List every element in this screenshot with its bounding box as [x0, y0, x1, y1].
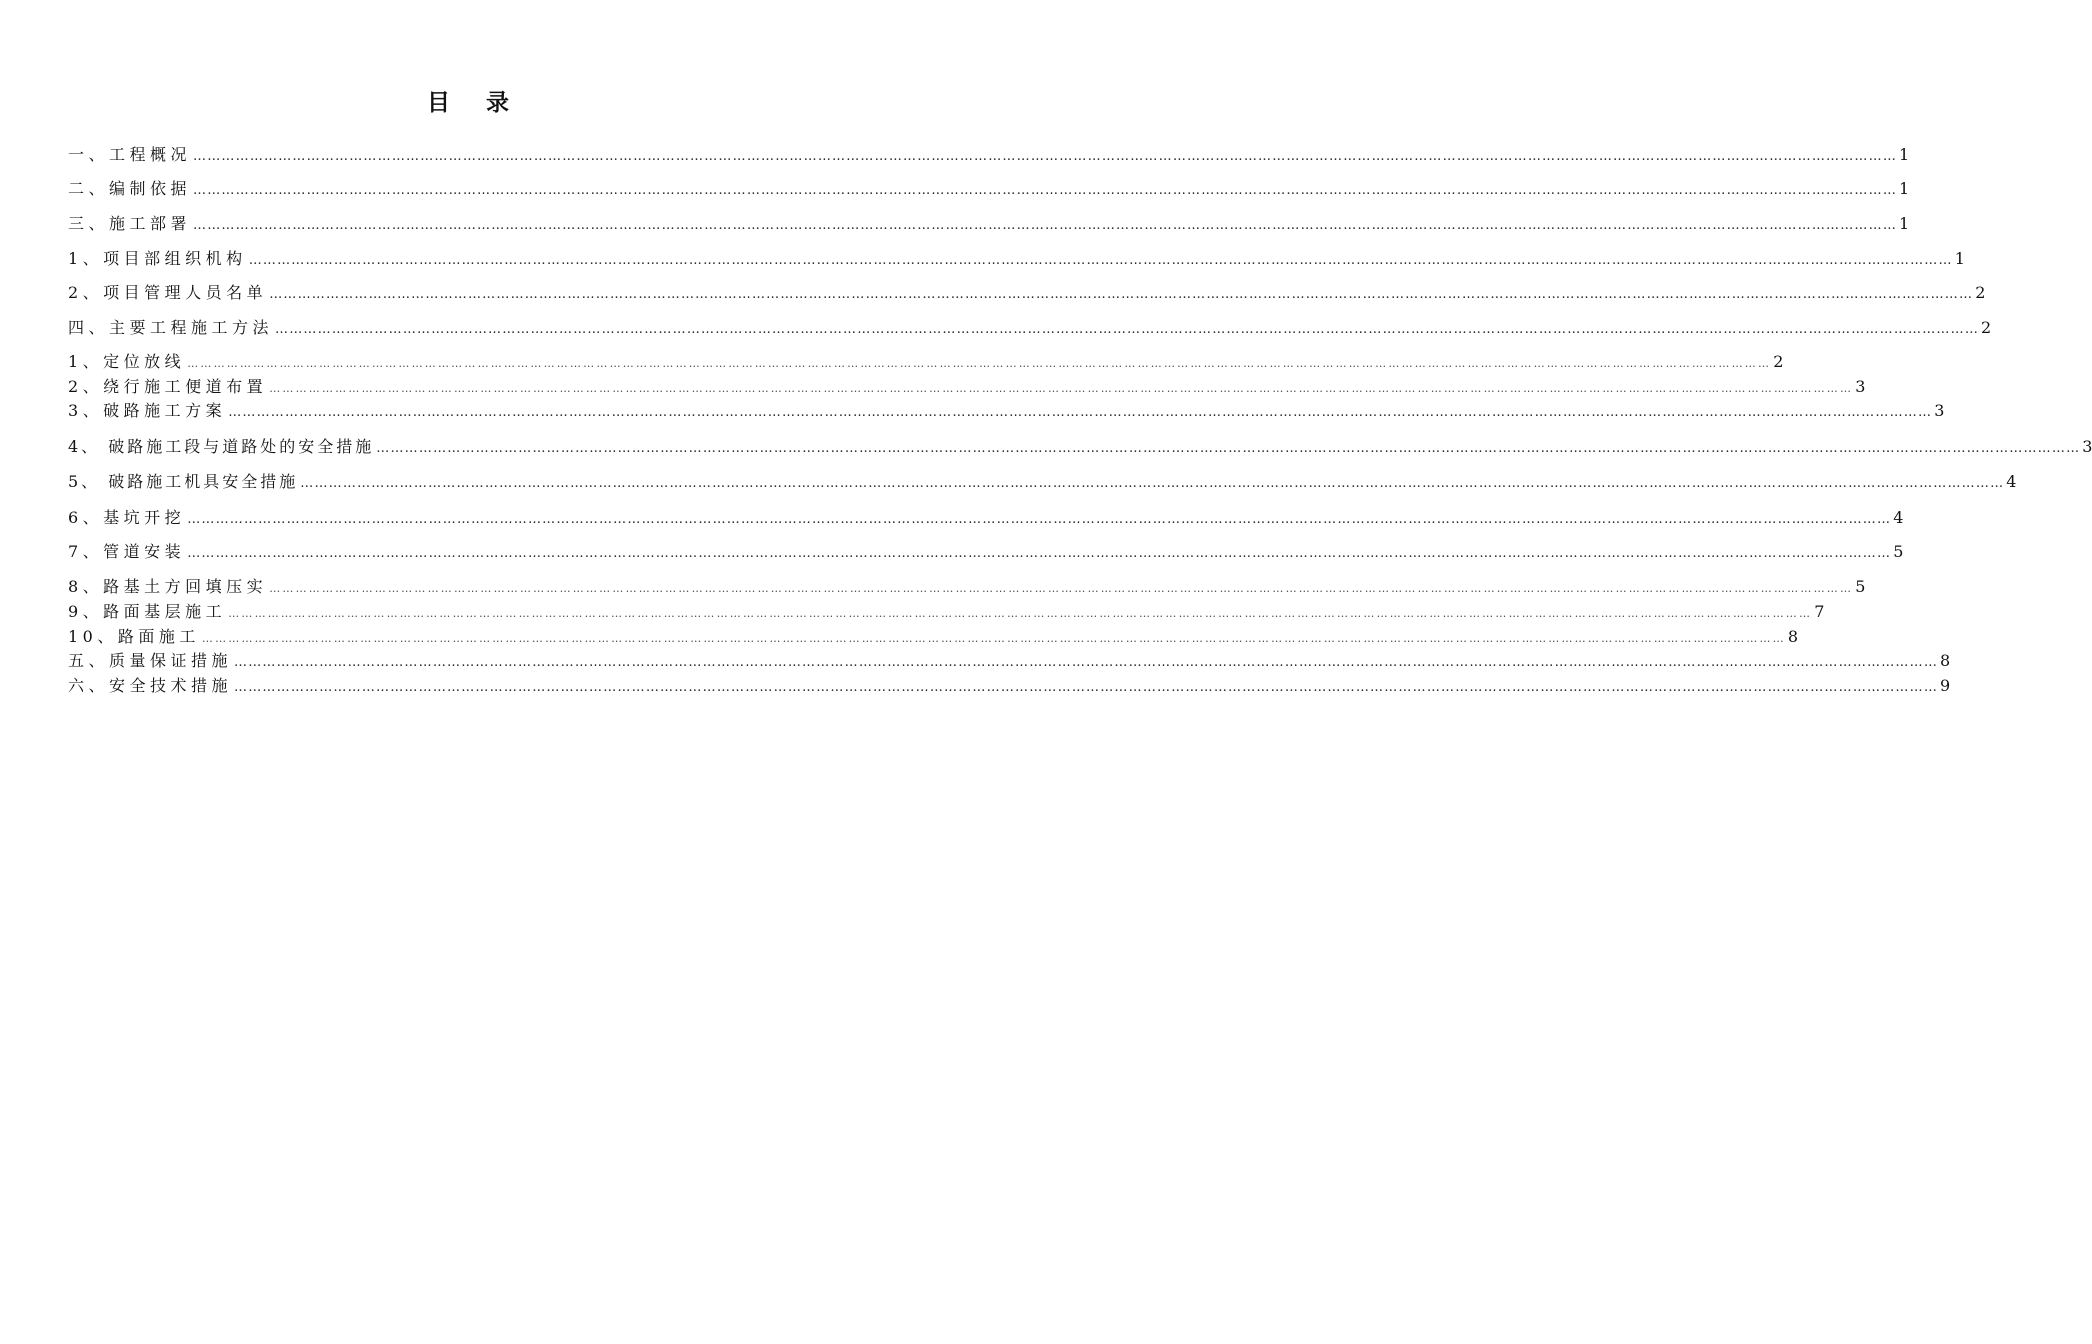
toc-leader-dots: ………………………………………………………………………………………………………………………………………………………………………………………………………………………………………………………………………………………………………………………………	[269, 582, 1854, 595]
toc-leader-dots: ………………………………………………………………………………………………………………………………………………………………………………………………………………………………………………………………………………………………………………………………	[193, 218, 1898, 233]
page-title: 目 录	[426, 90, 523, 116]
toc-item-page-number: 2	[1773, 352, 1784, 371]
toc-leader-dots: ………………………………………………………………………………………………………………………………………………………………………………………………………………………………………………………………………………………………………………………………	[228, 405, 1933, 420]
toc-item-label: 5、 破路施工机具安全措施	[68, 472, 299, 491]
toc-item-label: 3、破路施工方案	[68, 401, 227, 420]
toc-leader-dots: ………………………………………………………………………………………………………………………………………………………………………………………………………………………………………………………………………………………………………………………………	[187, 357, 1772, 370]
toc-item-page-number: 8	[1787, 627, 1799, 646]
toc-item-page-number: 3	[1934, 401, 1945, 420]
toc-leader-dots: ………………………………………………………………………………………………………………………………………………………………………………………………………………………………………………………………………………………………………………………………	[193, 149, 1898, 164]
toc-item[interactable]	[68, 178, 1910, 200]
toc-item-page-number: 1	[1899, 145, 1910, 164]
toc-item-label: 6、基坑开挖	[68, 508, 186, 527]
toc-leader-dots: ………………………………………………………………………………………………………………………………………………………………………………………………………………………………………………………………………………………………………………………………	[187, 512, 1892, 527]
toc-item-page-number: 1	[1954, 249, 1965, 268]
toc-item-page-number: 5	[1855, 577, 1866, 596]
toc-item-label: 四、主要工程施工方法	[68, 318, 274, 337]
toc-item[interactable]	[68, 376, 1866, 398]
toc-item-label: 二、编制依据	[68, 179, 192, 198]
toc-leader-dots: ………………………………………………………………………………………………………………………………………………………………………………………………………………………………………………………………………………………………………………………………	[201, 632, 1786, 645]
toc-leader-dots: ………………………………………………………………………………………………………………………………………………………………………………………………………………………………………………………………………………………………………………………………	[234, 680, 1939, 695]
toc-leader-dots: ………………………………………………………………………………………………………………………………………………………………………………………………………………………………………………………………………………………………………………………………	[234, 655, 1939, 670]
toc-item-page-number: 4	[1893, 508, 1904, 527]
toc-item[interactable]	[68, 626, 1799, 648]
toc-item-label: 4、 破路施工段与道路处的安全措施	[68, 437, 375, 456]
toc-item-label: 2、项目管理人员名单	[68, 283, 268, 302]
toc-item-label: 六、安全技术措施	[68, 676, 233, 695]
toc-item-page-number: 9	[1940, 676, 1951, 695]
toc-item[interactable]	[68, 400, 1945, 422]
toc-leader-dots: ………………………………………………………………………………………………………………………………………………………………………………………………………………………………………………………………………………………………………………………………	[300, 476, 2005, 491]
toc-item[interactable]	[68, 650, 1951, 672]
toc-item[interactable]	[68, 351, 1784, 373]
toc-item[interactable]	[68, 601, 1825, 623]
toc-item[interactable]	[68, 436, 2092, 458]
toc-item[interactable]	[68, 317, 1992, 339]
toc-item-label: 1、项目部组织机构	[68, 249, 247, 268]
toc-item-label: 一、工程概况	[68, 145, 192, 164]
toc-item[interactable]	[68, 213, 1910, 235]
toc-item-label: 五、质量保证措施	[68, 651, 233, 670]
toc-leader-dots: ………………………………………………………………………………………………………………………………………………………………………………………………………………………………………………………………………………………………………………………………	[248, 253, 1953, 268]
toc-leader-dots: ………………………………………………………………………………………………………………………………………………………………………………………………………………………………………………………………………………………………………………………………	[376, 441, 2081, 456]
toc-item-label: 7、管道安装	[68, 542, 186, 561]
toc-item-label: 9、路面基层施工	[68, 602, 227, 621]
toc-item[interactable]	[68, 471, 2017, 493]
toc-item-page-number: 3	[1855, 377, 1866, 396]
toc-item[interactable]	[68, 576, 1866, 598]
toc-item-page-number: 8	[1940, 651, 1951, 670]
toc-item-label: 8、路基土方回填压实	[68, 577, 268, 596]
toc-item-page-number: 2	[1975, 283, 1986, 302]
toc-item-label: 三、施工部署	[68, 214, 192, 233]
toc-leader-dots: ………………………………………………………………………………………………………………………………………………………………………………………………………………………………………………………………………………………………………………………………	[228, 607, 1813, 620]
toc-item-page-number: 4	[2006, 472, 2017, 491]
toc-leader-dots: ………………………………………………………………………………………………………………………………………………………………………………………………………………………………………………………………………………………………………………………………	[269, 382, 1854, 395]
toc-leader-dots: ………………………………………………………………………………………………………………………………………………………………………………………………………………………………………………………………………………………………………………………………	[187, 546, 1892, 561]
toc-item[interactable]	[68, 675, 1951, 697]
toc-item-label: 1、定位放线	[68, 352, 186, 371]
toc-leader-dots: ………………………………………………………………………………………………………………………………………………………………………………………………………………………………………………………………………………………………………………………………	[275, 322, 1980, 337]
toc-item[interactable]	[68, 541, 1904, 563]
toc-item-page-number: 7	[1814, 602, 1825, 621]
toc-item[interactable]	[68, 507, 1904, 529]
toc-item[interactable]	[68, 248, 1965, 270]
toc-item-page-number: 1	[1899, 179, 1910, 198]
toc-item[interactable]	[68, 144, 1910, 166]
toc-item-label: 10、路面施工	[68, 627, 200, 646]
toc-item-page-number: 5	[1893, 542, 1904, 561]
toc-item-page-number: 2	[1981, 318, 1992, 337]
toc-item-page-number: 1	[1899, 214, 1910, 233]
toc-leader-dots: ………………………………………………………………………………………………………………………………………………………………………………………………………………………………………………………………………………………………………………………………	[193, 183, 1898, 198]
toc-item-label: 2、绕行施工便道布置	[68, 377, 268, 396]
toc-item[interactable]	[68, 282, 1986, 304]
toc-leader-dots: ………………………………………………………………………………………………………………………………………………………………………………………………………………………………………………………………………………………………………………………………	[269, 287, 1974, 302]
toc-item-page-number: 3	[2082, 437, 2092, 456]
